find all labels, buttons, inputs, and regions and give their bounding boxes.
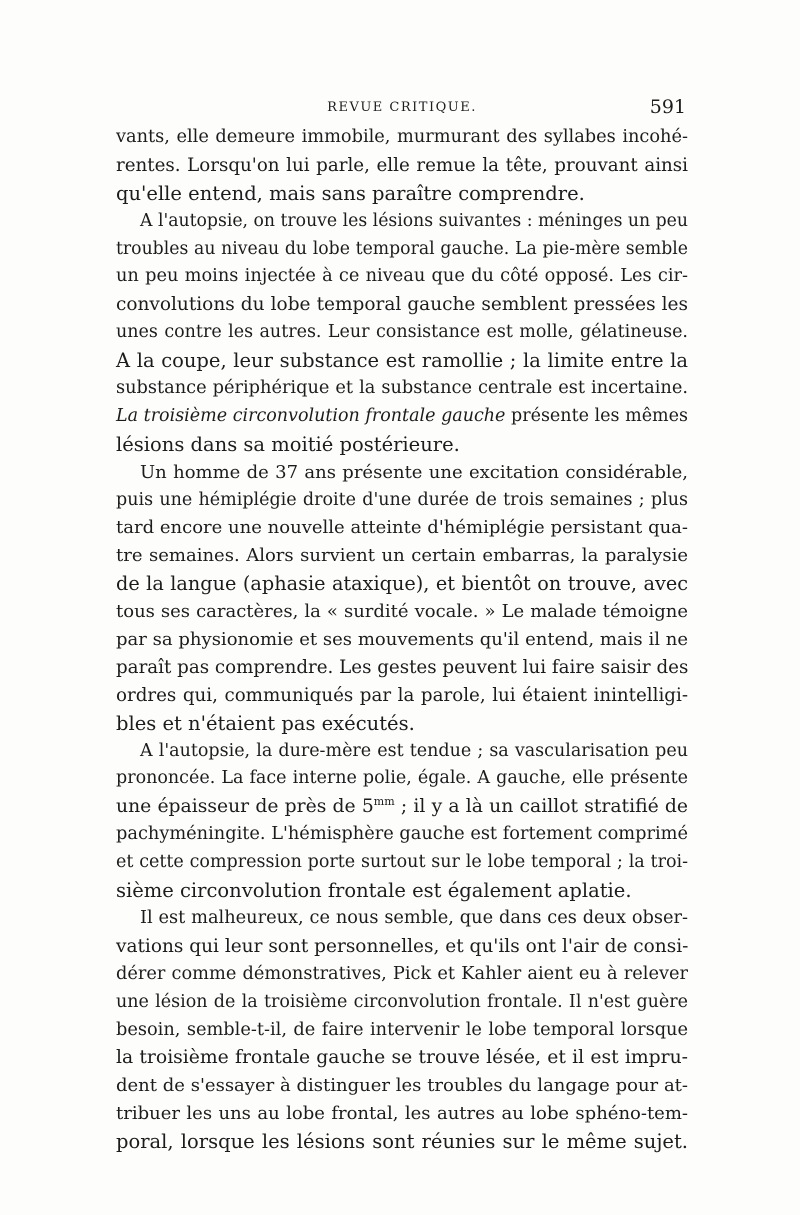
text-line: vations qui leur sont personnelles, et qu'ils ont l'air de consi-	[116, 935, 689, 957]
text-line: lésions dans sa moitié postérieure.	[116, 432, 460, 456]
text-line: rentes. Lorsqu'on lui parle, elle remue la tête, prouvant ainsi	[116, 154, 688, 176]
running-title: REVUE CRITIQUE.	[327, 100, 477, 115]
text-line: tribuer les uns au lobe frontal, les autres au lobe sphéno-tem-	[116, 1103, 688, 1125]
text-line: tard encore une nouvelle atteinte d'hémiplégie persistant qua-	[116, 517, 688, 539]
line-start: une épaisseur de près de 5	[116, 796, 374, 818]
body-text	[116, 124, 688, 1156]
text-line: pachyméningite. L'hémisphère gauche est fortement comprimé	[116, 824, 688, 845]
text-line: un peu moins injectée à ce niveau que du côté opposé. Les cir-	[116, 266, 688, 287]
text-line: qu'elle entend, mais sans paraître comprendre.	[116, 181, 585, 205]
text-line: dent de s'essayer à distinguer les troubles du langage pour at-	[116, 1075, 688, 1097]
text-line: la troisième frontale gauche se trouve lésée, et il est impru-	[116, 1047, 688, 1069]
text-line: Un homme de 37 ans présente une excitation considérable,	[140, 461, 688, 483]
text-line: troubles au niveau du lobe temporal gauche. La pie-mère semble	[116, 238, 688, 259]
text-line: et cette compression porte surtout sur le lobe temporal ; la troi-	[116, 852, 688, 873]
text-line: A la coupe, leur substance est ramollie ; la limite entre la	[116, 349, 688, 373]
text-line: sième circonvolution frontale est également aplatie.	[116, 879, 632, 903]
text-line: bles et n'étaient pas exécutés.	[116, 711, 415, 735]
text-line: substance périphérique et la substance centrale est incertaine.	[116, 378, 688, 399]
text-line: unes contre les autres. Leur consistance est molle, gélatineuse.	[116, 322, 688, 343]
text-line: A l'autopsie, on trouve les lésions suivantes : méninges un peu	[140, 210, 688, 231]
text-line: par sa physionomie et ses mouvements qu'il entend, mais il ne	[116, 629, 688, 651]
text-line	[116, 793, 688, 821]
unit-superscript: mm	[373, 795, 395, 809]
text-line: dérer comme démonstratives, Pick et Kahler aient eu à relever	[116, 963, 688, 984]
text-line: prononcée. La face interne polie, égale. A gauche, elle présente	[116, 768, 688, 789]
text-line	[116, 403, 688, 431]
line-end: ; il y a là un caillot stratifié de	[394, 796, 688, 818]
text-line: tre semaines. Alors survient un certain embarras, la paralysie	[116, 545, 688, 567]
text-line: A l'autopsie, la dure-mère est tendue ; sa vascularisation peu	[140, 740, 688, 761]
text-line: ordres qui, communiqués par la parole, lui étaient inintelligi-	[116, 684, 688, 706]
running-head	[118, 96, 686, 126]
text-line: puis une hémiplégie droite d'une durée de trois semaines ; plus	[116, 489, 688, 510]
page-number: 591	[649, 96, 686, 118]
text-line: paraît pas comprendre. Les gestes peuvent lui faire saisir des	[116, 656, 689, 678]
text-line: convolutions du lobe temporal gauche semblent pressées les	[116, 294, 688, 316]
text-line: besoin, semble-t-il, de faire intervenir le lobe temporal lorsque	[116, 1019, 688, 1040]
text-line: de la langue (aphasie ataxique), et bientôt on trouve, avec	[116, 572, 688, 596]
text-line: poral, lorsque les lésions sont réunies sur le même sujet.	[116, 1130, 688, 1154]
text-line: une lésion de la troisième circonvolution frontale. Il n'est guère	[116, 991, 688, 1012]
text-line: tous ses caractères, la « surdité vocale. » Le malade témoigne	[116, 601, 688, 623]
text-line: vants, elle demeure immobile, murmurant des syllabes incohé-	[116, 127, 688, 147]
line-rest: présente les mêmes	[505, 405, 688, 426]
text-line: Il est malheureux, ce nous semble, que dans ces deux obser-	[140, 907, 688, 928]
italic-phrase: La troisième circonvolution frontale gauche	[116, 405, 506, 426]
